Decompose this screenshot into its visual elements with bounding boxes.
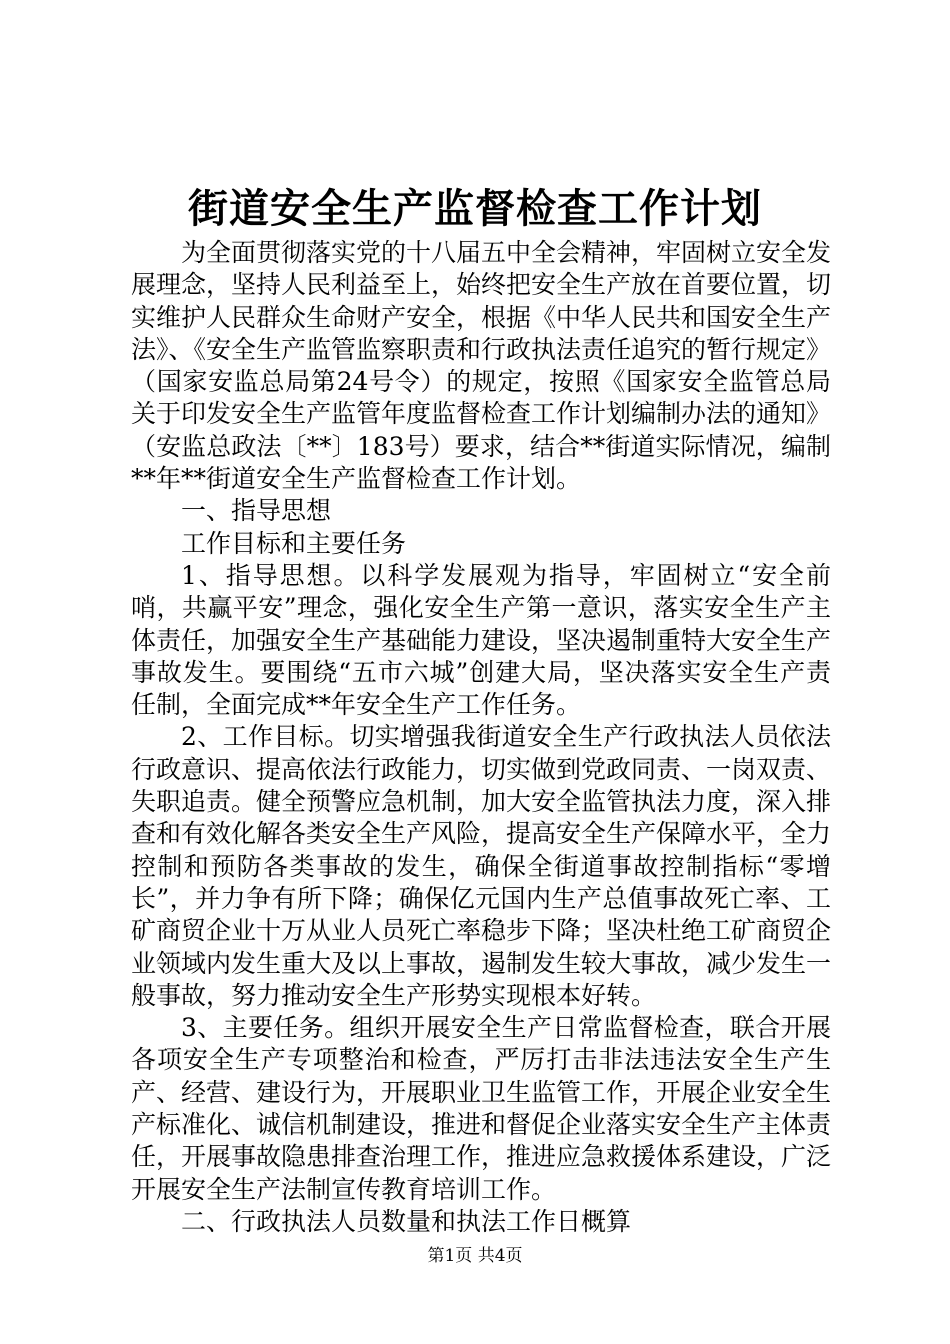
document-title: 街道安全生产监督检查工作计划 — [188, 185, 762, 232]
document-body — [131, 237, 831, 1238]
heading-goals-tasks: 工作目标和主要任务 — [181, 528, 407, 558]
paragraph-work-goals: 2、工作目标。切实增强我街道安全生产行政执法人员依法行政意识、提高依法行政能力，切实做到党政同责、一岗双责、失职追责。健全预警应急机制，加大安全监管执法力度，深入排查和有效化解各类安全生产风险，提高安全生产保障水平，全力控制和预防各类事故的发生，确保全街道事故控制指标“零增长”，并力争有所下降；确保亿元国内生产总值事故死亡率、工矿商贸企业十万从业人员死亡率稳步下降；坚决杜绝工矿商贸企业领域内发生重大及以上事故，遏制发生较大事故，减少发生一般事故，努力推动安全生产形势实现根本好转。 — [131, 722, 832, 1010]
heading-enforcement-staff: 二、行政执法人员数量和执法工作日概算 — [181, 1206, 632, 1236]
paragraph-guiding-ideology: 1、指导思想。以科学发展观为指导，牢固树立“安全前哨，共赢平安”理念，强化安全生产第一意识，落实安全生产主体责任，加强安全生产基础能力建设，坚决遏制重特大安全生产事故发生。要围绕“五市六城”创建大局，坚决落实安全生产责任制，全面完成**年安全生产工作任务。 — [131, 560, 832, 720]
paragraph-main-tasks: 3、主要任务。组织开展安全生产日常监督检查，联合开展各项安全生产专项整治和检查，严厉打击非法违法安全生产生产、经营、建设行为，开展职业卫生监管工作，开展企业安全生产标准化、诚信机制建设，推进和督促企业落实安全生产主体责任，开展事故隐患排查治理工作，推进应急救援体系建设，广泛开展安全生产法制宣传教育培训工作。 — [131, 1013, 832, 1204]
heading-guiding-ideology: 一、指导思想 — [181, 496, 332, 526]
page-number: 第1页 共4页 — [427, 1246, 523, 1266]
paragraph-intro: 为全面贯彻落实党的十八届五中全会精神，牢固树立安全发展理念，坚持人民利益至上，始终把安全生产放在首要位置，切实维护人民群众生命财产安全，根据《中华人民共和国安全生产法》、《安全生产监管监察职责和行政执法责任追究的暂行规定》（国家安监总局第24号令）的规定，按照《国家安全监管总局关于印发安全生产监管年度监督检查工作计划编制办法的通知》（安监总政法〔**〕183号）要求，结合**街道实际情况，编制**年**街道安全生产监督检查工作计划。 — [131, 238, 832, 494]
